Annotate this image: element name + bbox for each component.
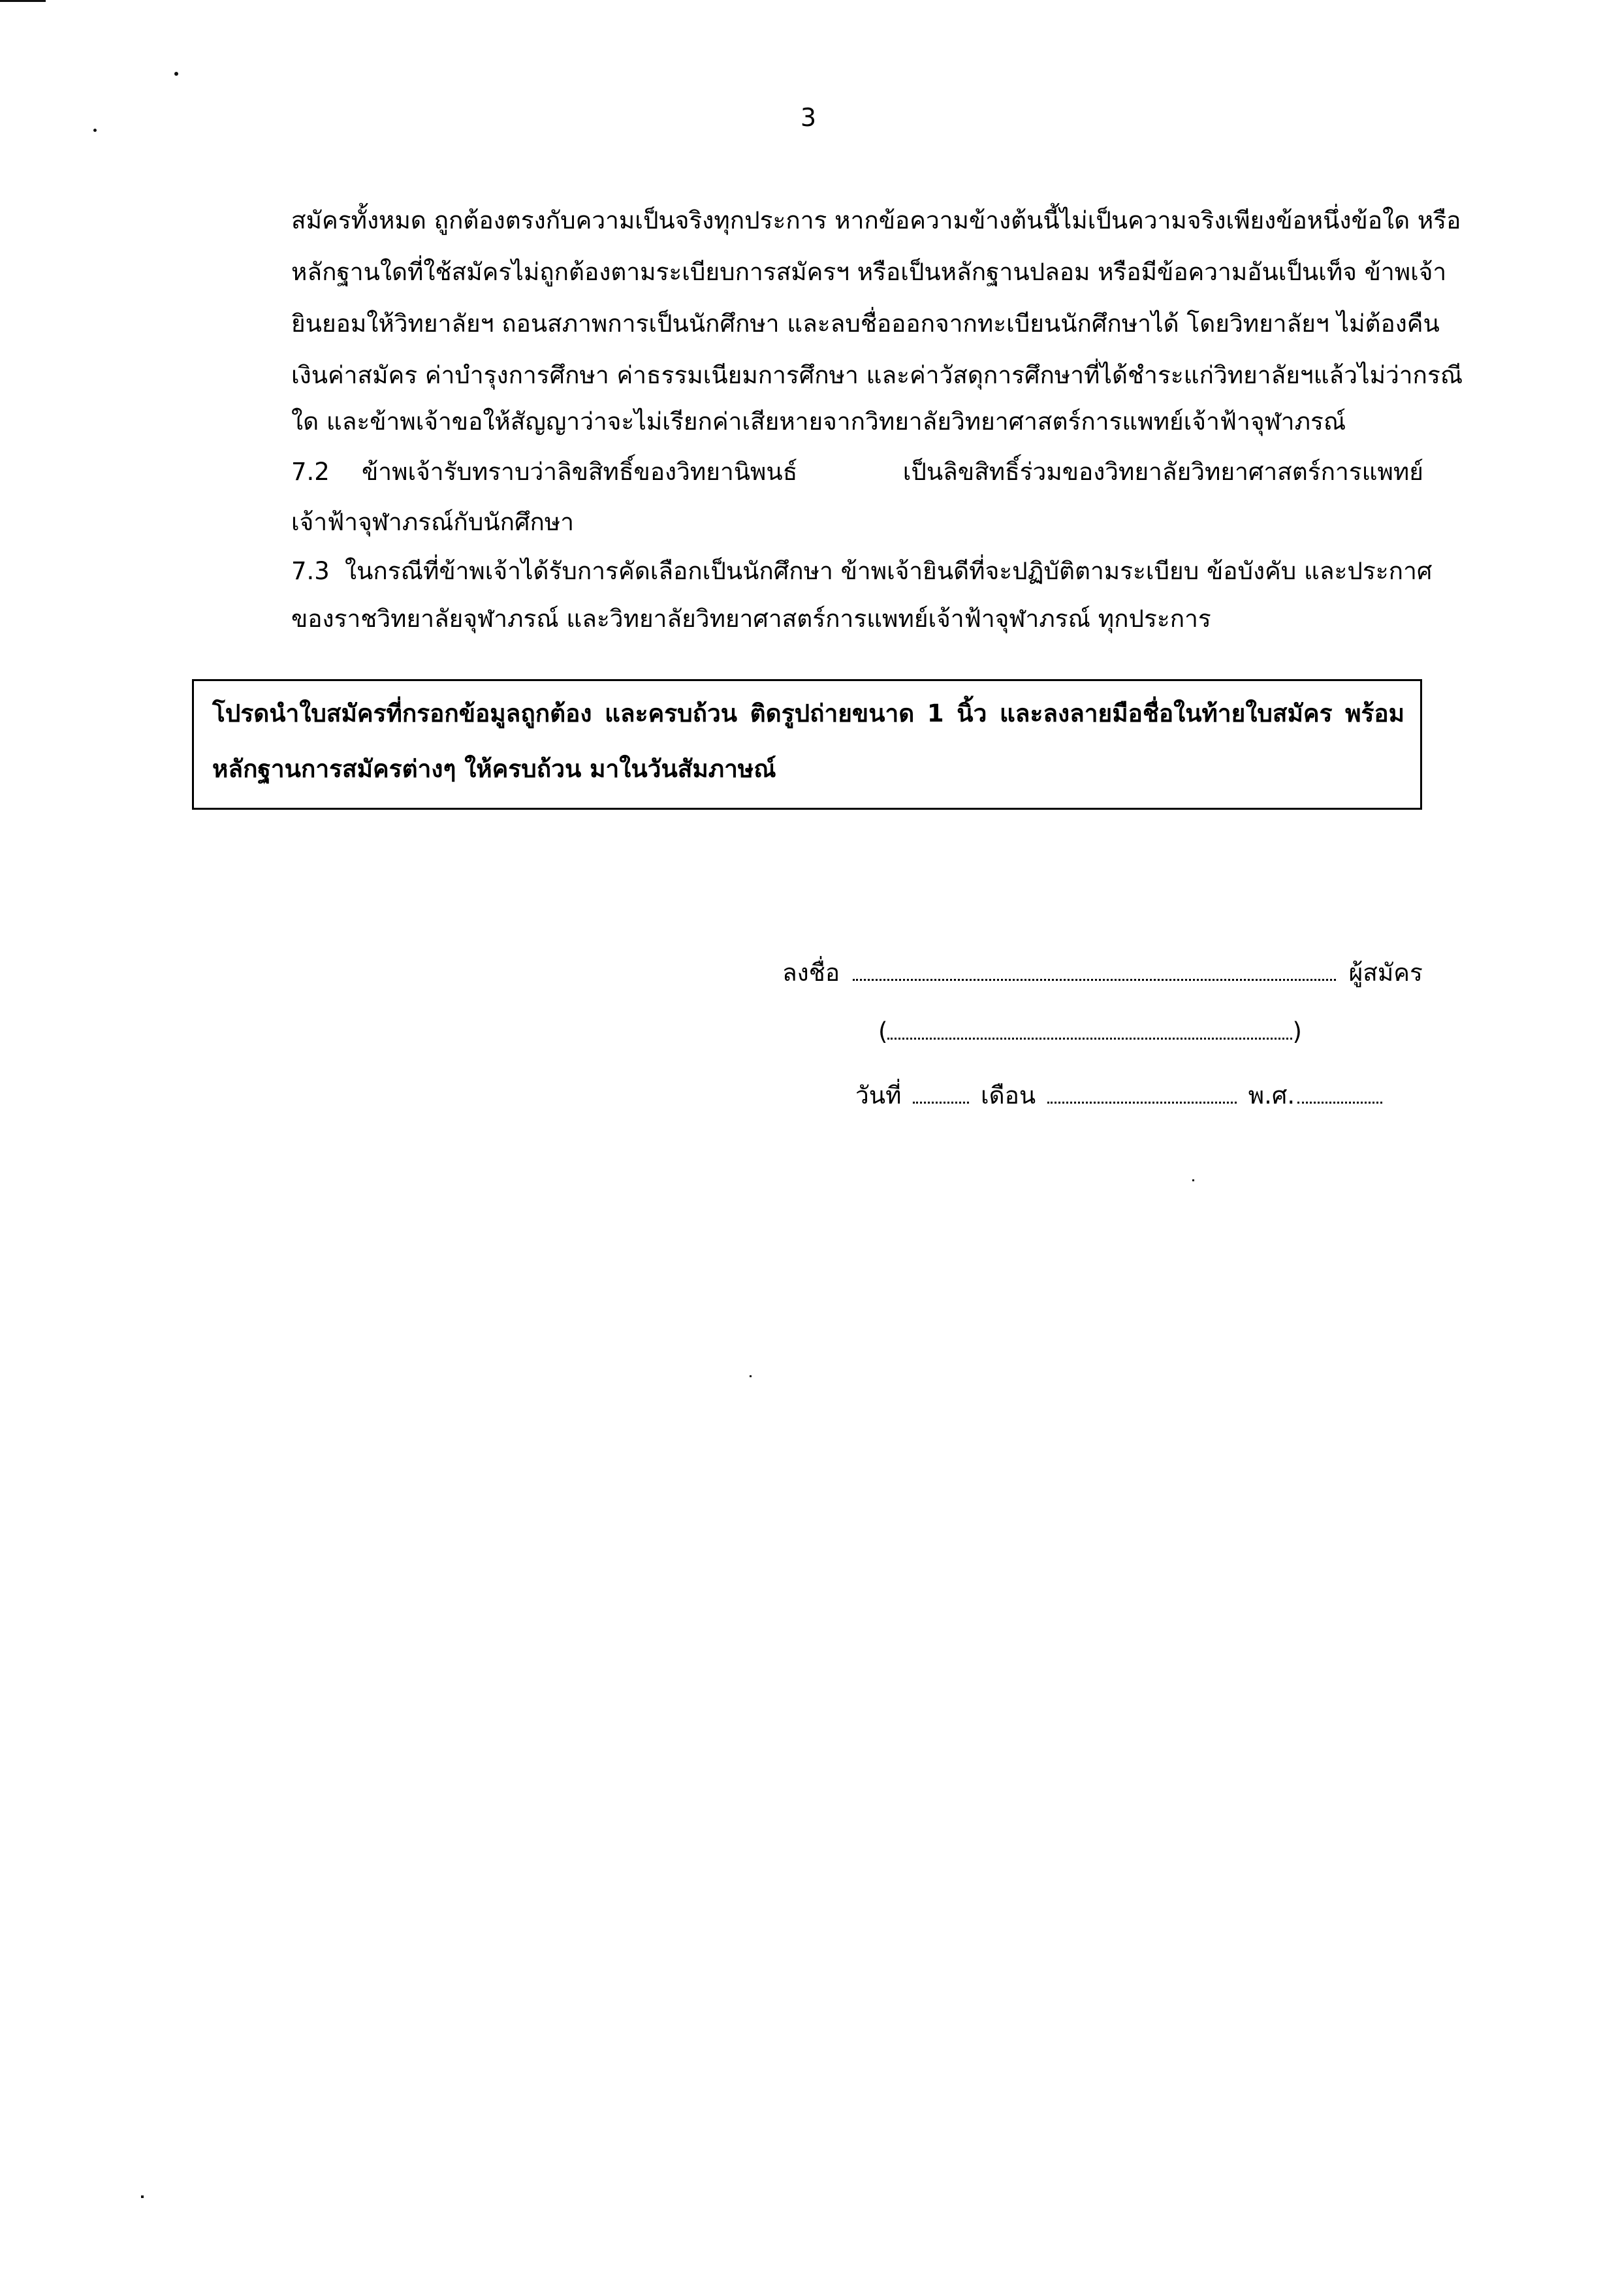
item-7-3 <box>291 552 1433 591</box>
item-7-2-number: 7.2 <box>291 458 330 486</box>
paragraph-line: ยินยอมให้วิทยาลัยฯ ถอนสภาพการเป็นนักศึกษา และลบชื่อออกจากทะเบียนนักศึกษาได้ โดยวิทยาลัยฯ ไม่ต้องคืน <box>291 310 1440 338</box>
month-line <box>1047 1082 1237 1104</box>
printed-name-row <box>878 1012 1302 1051</box>
printed-name-line <box>887 1018 1292 1040</box>
paragraph-line: ใด และข้าพเจ้าขอให้สัญญาว่าจะไม่เรียกค่าเสียหายจากวิทยาลัยวิทยาศาสตร์การแพทย์เจ้าฟ้าจุฬาภรณ์ <box>291 407 1346 436</box>
scan-dot <box>141 2195 144 2198</box>
month-label: เดือน <box>981 1081 1036 1109</box>
item-7-3-number: 7.3 <box>291 557 330 585</box>
scan-edge-mark <box>0 0 46 2</box>
item-7-2-continuation: เจ้าฟ้าจุฬาภรณ์กับนักศึกษา <box>291 508 575 536</box>
signature-row <box>782 953 1423 993</box>
notice-box <box>192 679 1422 810</box>
notice-line: หลักฐานการสมัครต่างๆ ให้ครบถ้วน มาในวันสัมภาษณ์ <box>212 755 776 783</box>
day-line <box>913 1082 969 1104</box>
scan-dot <box>174 72 178 76</box>
scan-dot <box>1192 1179 1194 1181</box>
scan-dot <box>750 1375 752 1377</box>
signature-line <box>853 959 1336 981</box>
sign-label: ลงชื่อ <box>782 959 840 987</box>
paragraph-line: เงินค่าสมัคร ค่าบำรุงการศึกษา ค่าธรรมเนียมการศึกษา และค่าวัสดุการศึกษาที่ได้ชำระแก่วิทยาลัยฯแล้วไม่ว่ากรณี <box>291 361 1463 389</box>
page-number: 3 <box>800 103 817 132</box>
notice-line: โปรดนำใบสมัครที่กรอกข้อมูลถูกต้อง และครบถ้วน ติดรูปถ่ายขนาด 1 นิ้ว และลงลายมือชื่อในท้ายใบสมัคร พร้อม <box>212 699 1404 727</box>
item-7-2 <box>291 453 1423 492</box>
close-paren: ) <box>1292 1017 1302 1045</box>
item-7-2-text: ข้าพเจ้ารับทราบว่าลิขสิทธิ์ของวิทยานิพนธ์ เป็นลิขสิทธิ์ร่วมของวิทยาลัยวิทยาศาสตร์การแพทย์ <box>362 458 1423 486</box>
paragraph-line: หลักฐานใดที่ใช้สมัครไม่ถูกต้องตามระเบียบการสมัครฯ หรือเป็นหลักฐานปลอม หรือมีข้อความอันเป็นเท็จ ข้าพเจ้า <box>291 258 1447 286</box>
date-row <box>855 1076 1382 1115</box>
applicant-label: ผู้สมัคร <box>1348 959 1423 987</box>
year-line <box>1297 1082 1382 1104</box>
open-paren: ( <box>878 1017 888 1045</box>
item-7-3-text: ในกรณีที่ข้าพเจ้าได้รับการคัดเลือกเป็นนักศึกษา ข้าพเจ้ายินดีที่จะปฏิบัติตามระเบียบ ข้อบังคับ และประกาศ <box>345 557 1433 585</box>
paragraph-line: สมัครทั้งหมด ถูกต้องตรงกับความเป็นจริงทุกประการ หากข้อความข้างต้นนี้ไม่เป็นความจริงเพียงข้อหนึ่งข้อใด หรือ <box>291 206 1461 234</box>
day-label: วันที่ <box>855 1081 902 1109</box>
year-label: พ.ศ. <box>1248 1081 1295 1109</box>
item-7-3-continuation: ของราชวิทยาลัยจุฬาภรณ์ และวิทยาลัยวิทยาศาสตร์การแพทย์เจ้าฟ้าจุฬาภรณ์ ทุกประการ <box>291 605 1211 633</box>
scan-dot <box>93 129 97 132</box>
